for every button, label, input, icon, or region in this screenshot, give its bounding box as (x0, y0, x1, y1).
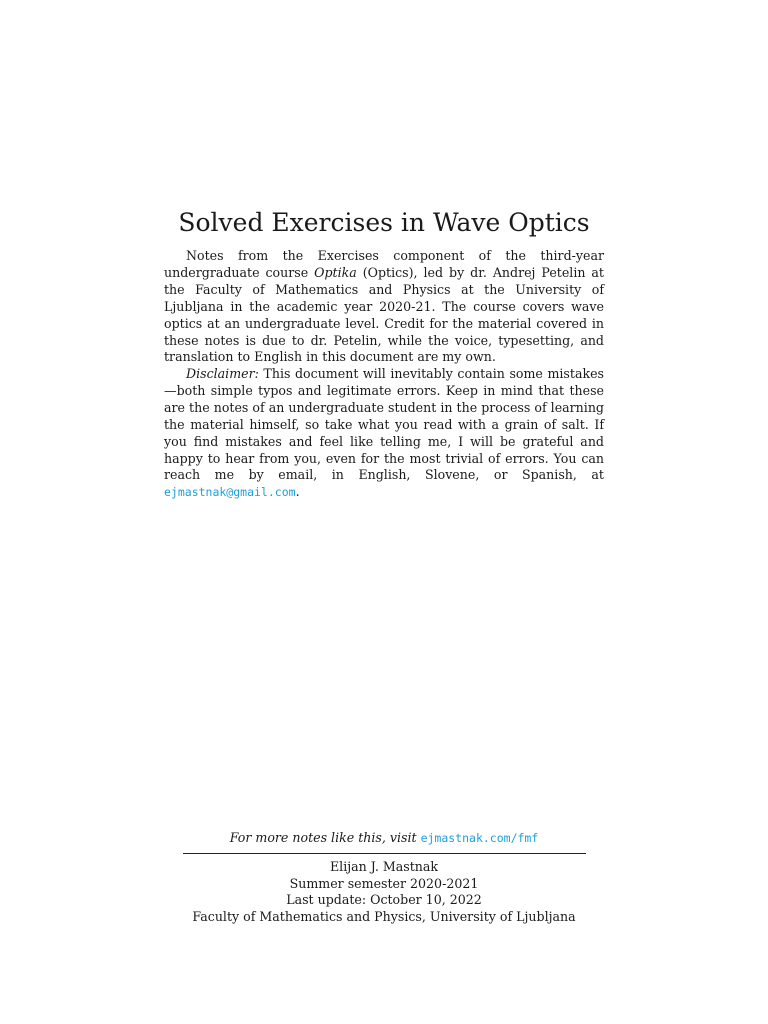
disclaimer-paragraph (164, 366, 604, 501)
disclaimer-end: . (295, 484, 300, 500)
author-name: Elijan J. Mastnak (329, 859, 439, 874)
affiliation: Faculty of Mathematics and Physics, University of Ljubljana (192, 908, 576, 924)
disclaimer-label: Disclaimer: (186, 366, 259, 381)
more-notes-line (0, 829, 768, 847)
semester: Summer semester 2020-2021 (289, 875, 479, 891)
course-name: Optika (314, 264, 357, 280)
disclaimer-text: This document will inevitably contain some mistakes—both simple typos and legitimate errors. Keep in mind that these are the notes of an undergraduate student in the process of learning the material himself, so take what you read with a grain of salt. If you find mistakes and feel like telling me, I will be grateful and happy to hear from you, even for the most trivial of errors. You can reach me by email, in English, Slovene, or Spanish, at (164, 366, 604, 483)
website-link[interactable]: ejmastnak.com/fmf (420, 831, 539, 845)
more-notes-text: For more notes like this, visit (229, 830, 421, 845)
footer-block (0, 859, 768, 925)
document-title: Solved Exercises in Wave Optics (178, 208, 590, 237)
intro-text-1: Notes from the Exercises component of the third-year undergraduate course (164, 248, 604, 280)
last-update: Last update: October 10, 2022 (286, 892, 482, 908)
intro-text-2: (Optics), led by dr. Andrej Petelin at the Faculty of Mathematics and Physics at the University of Ljubljana in the academic year 2020-21. The course covers wave optics at an undergraduate level. Credit for the material covered in these notes is due to dr. Petelin, while the voice, typesetting, and translation to English in this document are my own. (164, 264, 604, 365)
footer-divider (183, 853, 586, 854)
email-link[interactable]: ejmastnak@gmail.com (164, 485, 296, 500)
intro-paragraph (164, 248, 604, 366)
